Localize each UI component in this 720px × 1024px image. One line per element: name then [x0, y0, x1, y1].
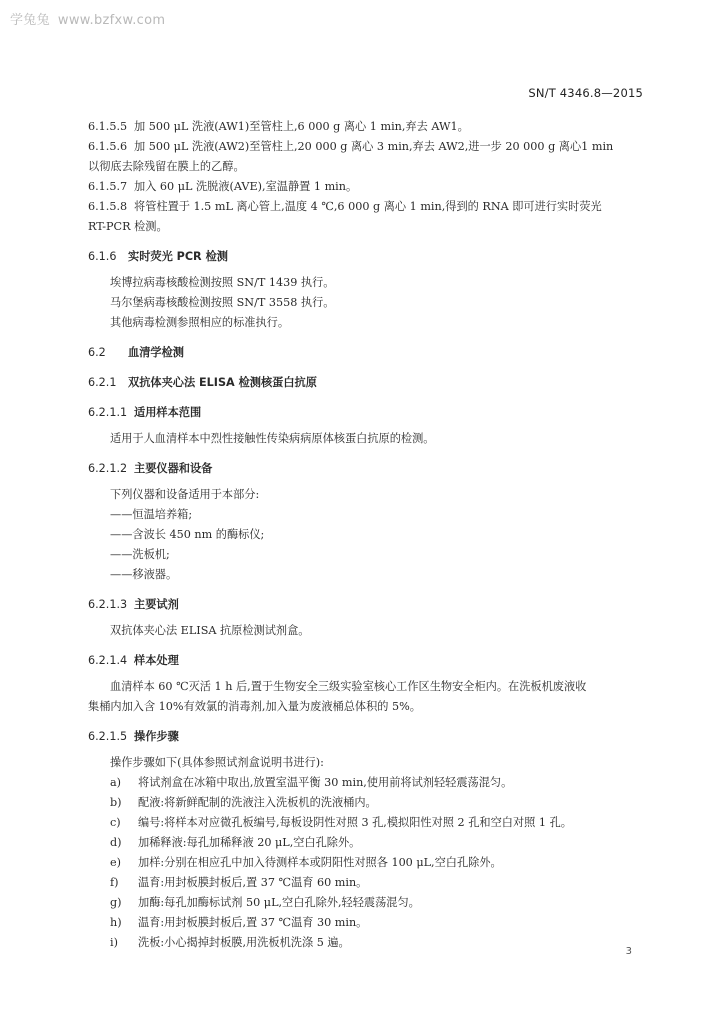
paragraph: 适用于人血清样本中烈性接触性传染病病原体核蛋白抗原的检测。 — [110, 432, 435, 445]
clause-text: 加 500 μL 洗液(AW1)至管柱上,6 000 g 离心 1 min,弃去 AW1。 — [134, 120, 469, 133]
heading-title: 样本处理 — [134, 654, 179, 667]
step-text: 温育:用封板膜封板后,置 37 ℃温育 30 min。 — [138, 916, 368, 929]
heading-6-2-1-3 — [88, 595, 648, 615]
paragraph: 双抗体夹心法 ELISA 抗原检测试剂盒。 — [110, 624, 310, 637]
step-item — [88, 933, 648, 953]
step-label: c) — [110, 816, 121, 829]
heading-title: 双抗体夹心法 ELISA 检测核蛋白抗原 — [128, 376, 317, 389]
clause-number: 6.1.5.8 — [88, 200, 128, 213]
clause-continuation: 以彻底去除残留在膜上的乙醇。 — [88, 160, 245, 173]
heading-title: 操作步骤 — [134, 730, 179, 743]
clause-number: 6.1.5.7 — [88, 180, 128, 193]
heading-number: 6.2.1 — [88, 376, 117, 389]
clause-number: 6.1.5.5 — [88, 120, 128, 133]
watermark — [10, 9, 165, 28]
clause-number: 6.1.5.6 — [88, 140, 128, 153]
heading-number: 6.2.1.2 — [88, 462, 128, 475]
list-item: ——洗板机; — [110, 548, 170, 561]
heading-number: 6.2.1.5 — [88, 730, 128, 743]
heading-6-2-1-5 — [88, 727, 648, 747]
step-item — [88, 913, 648, 933]
heading-6-1-6 — [88, 247, 648, 267]
step-text: 加样:分别在相应孔中加入待测样本或阴阳性对照各 100 μL,空白孔除外。 — [138, 856, 502, 869]
clause-text: 加 500 μL 洗液(AW2)至管柱上,20 000 g 离心 3 min,弃去 AW2,进一步 20 000 g 离心1 min — [134, 140, 614, 153]
step-text: 将试剂盒在冰箱中取出,放置室温平衡 30 min,使用前将试剂轻轻震荡混匀。 — [138, 776, 513, 789]
watermark-url: www.bzfxw.com — [57, 13, 166, 28]
paragraph: 其他病毒检测参照相应的标准执行。 — [110, 316, 290, 329]
step-text: 配液:将新鲜配制的洗液注入洗板机的洗液桶内。 — [138, 796, 377, 809]
clause-6-1-5-8 — [88, 197, 648, 217]
step-label: a) — [110, 776, 122, 789]
clause-text: 将管柱置于 1.5 mL 离心管上,温度 4 ℃,6 000 g 离心 1 min,得到的 RNA 即可进行实时荧光 — [134, 200, 602, 213]
step-text: 加稀释液:每孔加稀释液 20 μL,空白孔除外。 — [138, 836, 361, 849]
heading-6-2 — [88, 343, 648, 363]
step-label: b) — [110, 796, 122, 809]
clause-6-1-5-5 — [88, 117, 648, 137]
step-label: d) — [110, 836, 122, 849]
clause-text: 加入 60 μL 洗脱液(AVE),室温静置 1 min。 — [134, 180, 358, 193]
clause-6-1-5-6 — [88, 137, 648, 157]
step-item — [88, 833, 648, 853]
step-label: g) — [110, 896, 122, 909]
heading-6-2-1-1 — [88, 403, 648, 423]
step-text: 编号:将样本对应微孔板编号,每板设阴性对照 3 孔,模拟阳性对照 2 孔和空白对照 1 孔。 — [138, 816, 572, 829]
paragraph: 埃博拉病毒核酸检测按照 SN/T 1439 执行。 — [110, 276, 335, 289]
heading-title: 血清学检测 — [128, 346, 184, 359]
heading-title: 实时荧光 PCR 检测 — [128, 250, 228, 263]
step-item — [88, 813, 648, 833]
list-intro: 操作步骤如下(具体参照试剂盒说明书进行): — [110, 756, 324, 769]
step-item — [88, 893, 648, 913]
document-body — [88, 117, 648, 953]
step-item — [88, 773, 648, 793]
step-text: 温育:用封板膜封板后,置 37 ℃温育 60 min。 — [138, 876, 368, 889]
list-item: ——含波长 450 nm 的酶标仪; — [110, 528, 265, 541]
heading-number: 6.2.1.4 — [88, 654, 128, 667]
step-item — [88, 793, 648, 813]
document-code: SN/T 4346.8—2015 — [528, 86, 643, 100]
list-item: ——恒温培养箱; — [110, 508, 193, 521]
step-label: h) — [110, 916, 122, 929]
clause-continuation: RT-PCR 检测。 — [88, 220, 168, 233]
step-label: i) — [110, 936, 118, 949]
clause-6-1-5-7 — [88, 177, 648, 197]
step-item — [88, 873, 648, 893]
watermark-brand: 学兔兔 — [10, 13, 50, 28]
heading-6-2-1-2 — [88, 459, 648, 479]
heading-number: 6.1.6 — [88, 250, 117, 263]
heading-number: 6.2.1.3 — [88, 598, 128, 611]
step-text: 加酶:每孔加酶标试剂 50 μL,空白孔除外,轻轻震荡混匀。 — [138, 896, 420, 909]
heading-6-2-1-4 — [88, 651, 648, 671]
heading-number: 6.2.1.1 — [88, 406, 128, 419]
list-item: ——移液器。 — [110, 568, 178, 581]
step-label: f) — [110, 876, 119, 889]
heading-number: 6.2 — [88, 346, 106, 359]
paragraph-line: 集桶内加入含 10%有效氯的消毒剂,加入量为废液桶总体积的 5%。 — [88, 700, 421, 713]
heading-title: 主要仪器和设备 — [134, 462, 213, 475]
heading-title: 主要试剂 — [134, 598, 179, 611]
page-number: 3 — [625, 946, 632, 957]
heading-6-2-1 — [88, 373, 648, 393]
heading-title: 适用样本范围 — [134, 406, 202, 419]
step-text: 洗板:小心揭掉封板膜,用洗板机洗涤 5 遍。 — [138, 936, 350, 949]
list-intro: 下列仪器和设备适用于本部分: — [110, 488, 260, 501]
paragraph: 马尔堡病毒核酸检测按照 SN/T 3558 执行。 — [110, 296, 335, 309]
step-label: e) — [110, 856, 121, 869]
step-item — [88, 853, 648, 873]
paragraph-line: 血清样本 60 ℃灭活 1 h 后,置于生物安全三级实验室核心工作区生物安全柜内。在洗板机废液收 — [110, 680, 587, 693]
